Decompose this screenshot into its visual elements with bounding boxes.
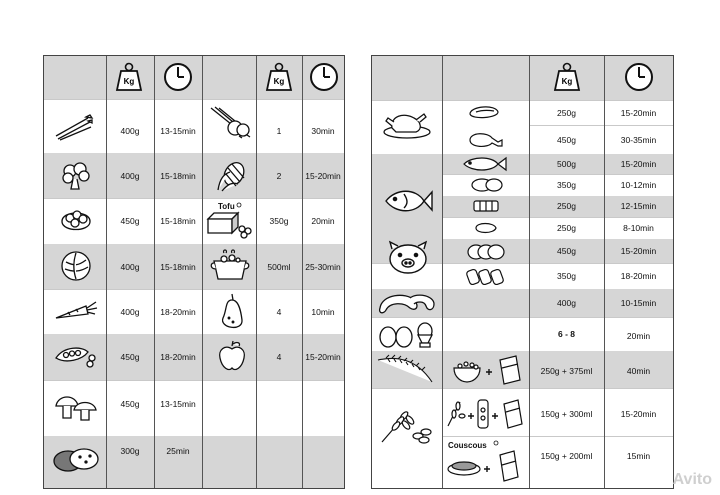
svg-text:Kg: Kg [561, 77, 573, 86]
svg-text:Kg: Kg [273, 77, 285, 86]
cereal-plus-milk-icon [446, 396, 526, 437]
peas-icon [54, 344, 98, 373]
weight-cell: 400g [120, 262, 140, 272]
carrot-icon [54, 300, 98, 327]
time-cell: 15-20min [620, 159, 657, 169]
header-row [44, 56, 344, 100]
weight-icon [554, 62, 580, 97]
weight-cell: 400g [557, 298, 576, 308]
cauliflower-icon [59, 204, 93, 241]
roast-chicken-icon [382, 108, 432, 145]
weight-cell: 500g [557, 159, 576, 169]
weight-cell: 350g [557, 180, 576, 190]
pork-rolls-icon [466, 266, 506, 293]
time-cell: 8-10min [623, 223, 654, 233]
quantity-cell: 4 [276, 307, 282, 317]
quantity-cell: 2 [276, 171, 282, 181]
time-cell: 40min [626, 366, 651, 376]
shrimp-icon [474, 220, 498, 241]
clock-icon [624, 62, 654, 97]
time-cell: 30min [311, 126, 335, 136]
corn-icon [214, 160, 248, 197]
time-cell: 13-15min [160, 399, 196, 409]
asparagus-icon [54, 114, 94, 145]
time-cell: 15-20min [305, 352, 341, 362]
time-cell: 13-15min [160, 126, 196, 136]
time-cell: 15-18min [160, 262, 196, 272]
quantity-cell: 6 - 8 [557, 329, 575, 339]
time-cell: 15-18min [160, 171, 196, 181]
pear-icon [219, 292, 245, 337]
weight-cell: 450g [120, 352, 140, 362]
weight-cell: 150g + 200ml [540, 451, 593, 461]
time-cell: 10-15min [620, 298, 657, 308]
fish-icon [384, 186, 434, 221]
time-cell: 18-20min [160, 307, 196, 317]
time-cell: 15-20min [620, 108, 657, 118]
watermark: Avito [672, 471, 712, 488]
meat-fish-grains-table [371, 55, 674, 489]
time-cell: 15-20min [305, 171, 341, 181]
sausage-icon [376, 290, 436, 321]
time-cell: 15-20min [620, 246, 657, 256]
rice-bowl-plus-water-icon [452, 354, 524, 391]
quantity-cell: 4 [276, 352, 282, 362]
clock-icon [309, 62, 339, 97]
soup-pot-icon [210, 249, 250, 288]
weight-cell: 350g [557, 271, 576, 281]
pig-icon [386, 241, 430, 280]
weight-cell: 400g [120, 171, 140, 181]
rice-plant-icon [376, 352, 438, 391]
quantity-cell: 1 [276, 126, 282, 136]
couscous-plus-water-icon [446, 439, 526, 488]
time-cell: 15-18min [160, 216, 196, 226]
time-cell: 10min [311, 307, 335, 317]
time-cell: 12-15min [620, 201, 657, 211]
clock-icon [163, 62, 193, 97]
time-cell: 25-30min [305, 262, 341, 272]
weight-cell: 250g [557, 201, 576, 211]
weight-cell: 450g [557, 135, 576, 145]
fish-fillet-icon [472, 199, 500, 218]
weight-cell: 400g [120, 307, 140, 317]
tofu-icon [206, 201, 254, 246]
weight-cell: 450g [120, 399, 140, 409]
eggs-icon [378, 321, 436, 354]
apple-icon [217, 340, 247, 377]
quantity-cell: 350g [269, 216, 289, 226]
time-cell: 18-20min [160, 352, 196, 362]
svg-text:Couscous: Couscous [448, 441, 487, 450]
chicken-leg-icon [468, 130, 504, 155]
time-cell: 15-20min [620, 409, 657, 419]
weight-cell: 300g [120, 446, 140, 456]
svg-text:Tofu: Tofu [218, 202, 235, 211]
time-cell: 10-12min [620, 180, 657, 190]
broccoli-icon [60, 161, 92, 196]
weight-cell: 150g + 300ml [540, 409, 593, 419]
cabbage-icon [60, 250, 92, 287]
time-cell: 20min [626, 331, 651, 341]
vegetables-table [43, 55, 345, 489]
chicken-breast-icon [468, 104, 500, 125]
time-cell: 30-35min [620, 135, 657, 145]
mushroom-icon [54, 392, 98, 427]
weight-cell: 250g [557, 108, 576, 118]
beetroot-icon [209, 106, 251, 143]
wheat-icon [378, 406, 434, 451]
weight-cell: 250g [557, 223, 576, 233]
quantity-cell: 500ml [267, 262, 291, 272]
weight-cell: 450g [120, 216, 140, 226]
whole-fish-icon [462, 156, 508, 177]
time-cell: 25min [166, 446, 190, 456]
weight-cell: 250g + 375ml [540, 366, 593, 376]
fish-steak-icon [470, 177, 504, 198]
time-cell: 20min [311, 216, 335, 226]
pork-chops-icon [466, 242, 506, 267]
weight-icon [116, 62, 142, 97]
weight-icon [266, 62, 292, 97]
potato-icon [52, 445, 100, 478]
svg-text:Kg: Kg [123, 77, 135, 86]
time-cell: 18-20min [620, 271, 657, 281]
weight-cell: 400g [120, 126, 140, 136]
time-cell: 15min [626, 451, 651, 461]
weight-cell: 450g [557, 246, 576, 256]
